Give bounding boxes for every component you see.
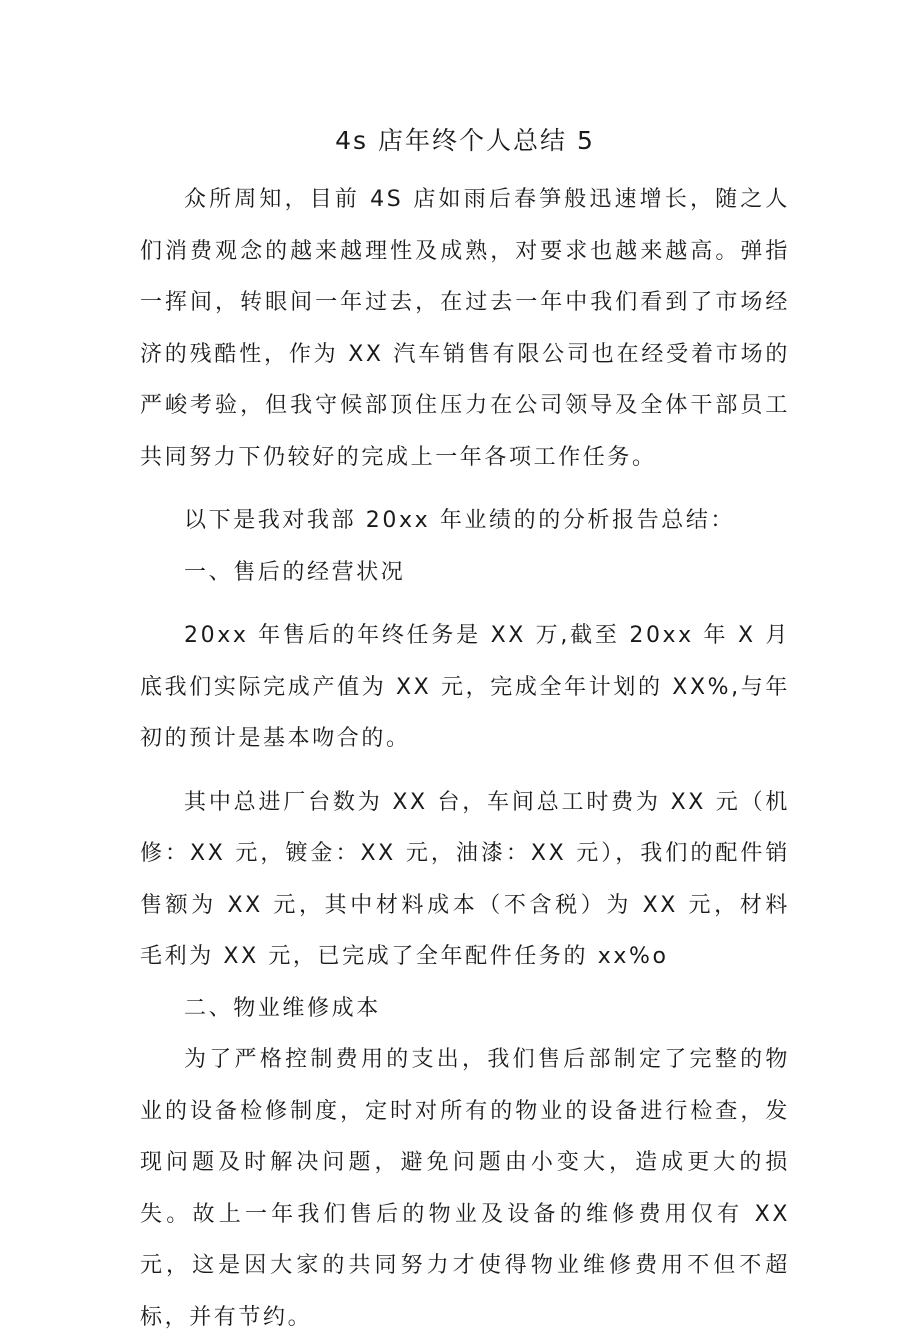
document-title: 4s 店年终个人总结 5 bbox=[335, 126, 595, 155]
after-sales-task-paragraph: 20xx 年售后的年终任务是 XX 万,截至 20xx 年 X 月底我们实际完成产值为 XX 元，完成全年计划的 XX%,与年初的预计是基本吻合的。 bbox=[140, 623, 790, 751]
paragraph-gap bbox=[140, 483, 790, 495]
document-body bbox=[140, 118, 790, 1343]
intro-paragraph: 众所周知，目前 4S 店如雨后春笋般迅速增长，随之人们消费观念的越来越理性及成熟，对要求也越来越高。弹指一挥间，转眼间一年过去，在过去一年中我们看到了市场经济的残酷性，作为 XX 汽车销售有限公司也在经受着市场的严峻考验，但我守候部顶住压力在公司领导及全体干部员工共同努力下仍较好的完成上一年各项工作任务。 bbox=[140, 187, 790, 470]
section-heading-property-cost: 二、物业维修成本 bbox=[184, 995, 381, 1021]
report-lead-paragraph: 以下是我对我部 20xx 年业绩的的分析报告总结： bbox=[184, 508, 736, 533]
paragraph-gap bbox=[140, 598, 790, 610]
paragraph-gap bbox=[140, 765, 790, 777]
property-cost-paragraph: 为了严格控制费用的支出，我们售后部制定了完整的物业的设备检修制度，定时对所有的物业的设备进行检查，发现问题及时解决问题，避免问题由小变大，造成更大的损失。故上一年我们售后的物业及设备的维修费用仅有 XX 元，这是因大家的共同努力才使得物业维修费用不但不超标，并有节约。 bbox=[140, 1047, 790, 1330]
after-sales-detail-paragraph: 其中总进厂台数为 XX 台，车间总工时费为 XX 元（机修：XX 元，镀金：XX 元，油漆：XX 元），我们的配件销售额为 XX 元，其中材料成本（不含税）为 XX 元，材料毛利为 XX 元，已完成了全年配件任务的 xx%o bbox=[140, 789, 790, 969]
section-heading-after-sales: 一、售后的经营状况 bbox=[184, 559, 406, 585]
